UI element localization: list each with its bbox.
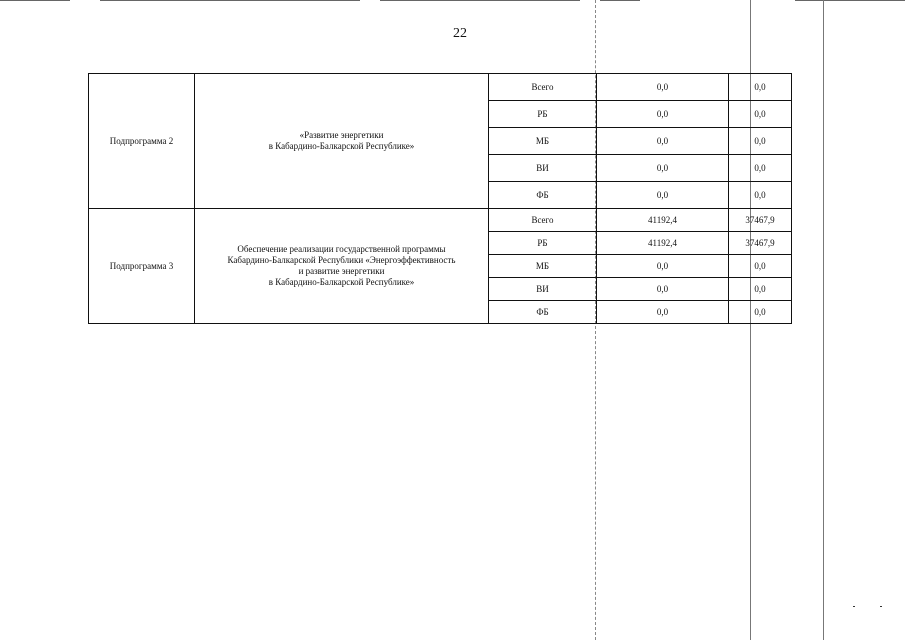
funding-source: Всего <box>489 74 597 101</box>
funding-source: ФБ <box>489 182 597 209</box>
funding-source: ВИ <box>489 155 597 182</box>
funding-value: 41192,4 <box>597 209 729 232</box>
page-number: 22 <box>453 26 467 41</box>
funding-value: 37467,9 <box>729 209 792 232</box>
funding-source: Всего <box>489 209 597 232</box>
funding-value: 0,0 <box>729 301 792 324</box>
funding-source: МБ <box>489 255 597 278</box>
scan-top-line <box>600 0 640 1</box>
table-row <box>89 74 792 101</box>
funding-value: 0,0 <box>729 278 792 301</box>
funding-value: 41192,4 <box>597 232 729 255</box>
funding-value: 0,0 <box>729 255 792 278</box>
scan-top-line <box>795 0 905 1</box>
funding-source: ФБ <box>489 301 597 324</box>
funding-source: МБ <box>489 128 597 155</box>
scan-speck <box>853 606 855 607</box>
funding-value: 0,0 <box>597 301 729 324</box>
funding-source: ВИ <box>489 278 597 301</box>
table-row <box>89 209 792 232</box>
subprogram-title: Обеспечение реализации государственной программы Кабардино-Балкарской Республики «Энергоэффективность и развитие энергетики в Кабардино-Балкарской Республике» <box>195 209 489 324</box>
funding-value: 37467,9 <box>729 232 792 255</box>
subprogram-name: Подпрограмма 2 <box>89 74 195 209</box>
funding-value: 0,0 <box>597 255 729 278</box>
funding-value: 0,0 <box>729 182 792 209</box>
scan-speck <box>880 606 882 607</box>
funding-value: 0,0 <box>729 155 792 182</box>
scan-top-line <box>0 0 70 1</box>
funding-value: 0,0 <box>597 74 729 101</box>
scan-top-line <box>380 0 580 1</box>
scan-top-line <box>100 0 360 1</box>
funding-value: 0,0 <box>597 128 729 155</box>
funding-value: 0,0 <box>597 155 729 182</box>
subprogram-title: «Развитие энергетики в Кабардино-Балкарской Республике» <box>195 74 489 209</box>
funding-source: РБ <box>489 232 597 255</box>
scan-fold-line <box>823 0 824 640</box>
funding-value: 0,0 <box>729 101 792 128</box>
funding-value: 0,0 <box>597 182 729 209</box>
funding-source: РБ <box>489 101 597 128</box>
funding-value: 0,0 <box>597 278 729 301</box>
funding-value: 0,0 <box>597 101 729 128</box>
funding-table <box>88 73 792 324</box>
funding-value: 0,0 <box>729 128 792 155</box>
funding-value: 0,0 <box>729 74 792 101</box>
subprogram-name: Подпрограмма 3 <box>89 209 195 324</box>
